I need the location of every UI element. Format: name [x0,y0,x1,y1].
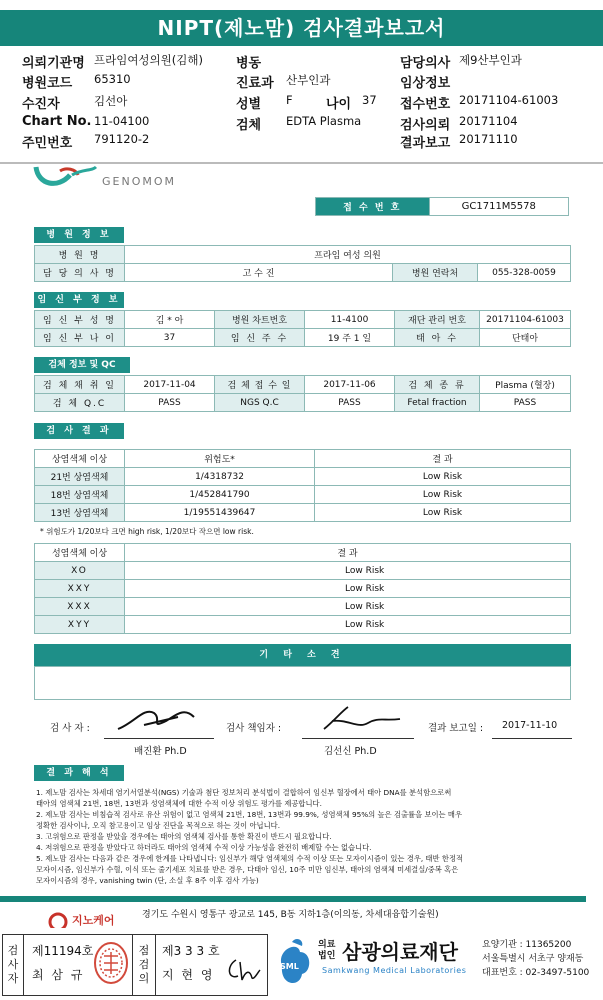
tester-signature [114,703,204,735]
genocare-mark-icon [48,910,68,928]
interpretation-tag: 결 과 해 석 [34,765,124,781]
footer-checker-label: 점검의 [138,944,150,985]
interpretation-line: 모자이시즘의 경우, vanishing twin (단, 소실 후 8주 이후 검사 가능) [36,876,259,885]
specimen-label: 검체 [236,118,262,133]
sex-chrom-result: Low Risk [125,598,571,616]
chrom-name: 13번 상염색체 [35,504,125,522]
hospital-info-table [34,245,571,282]
chrom-name: 21번 상염색체 [35,468,125,486]
hospital-info-tag: 병 원 정 보 [34,227,124,243]
table-row [35,468,571,486]
specimen-receive-label: 검 체 접 수 일 [215,376,305,394]
sex-label: 성별 [236,97,262,112]
chrom-risk: 1/452841790 [125,486,315,504]
org-info-code: 요양기관 : 11365200 [482,940,572,950]
report-date-line [492,738,572,739]
other-findings-box [34,666,571,700]
lab-address: 경기도 수원시 영통구 광교로 145, B동 지하1층(이의동, 차세대융합기술원) [142,910,439,920]
rrn-label: 주민번호 [22,136,73,151]
pregnant-mgmt-label: 재단 관리 번호 [395,311,480,329]
sex-chrom-name: XYY [35,616,125,634]
table-row [35,598,571,616]
specimen-qc-value: PASS [125,394,215,412]
specimen-ngs-label: NGS Q.C [215,394,305,412]
org-name: 삼광의료재단 [342,940,458,964]
dept-label: 진료과 [236,76,274,91]
manager-signature [318,703,408,735]
manager-name: 김선신 Ph.D [324,746,377,757]
chrom-risk: 1/19551439647 [125,504,315,522]
scanned-report [18,165,585,905]
interpretation-line: 태아의 염색체 21번, 18번, 13번과 성염색체에 대한 수적 이상 위험도 평가를 제공합니다. [36,799,322,808]
dept-value: 산부인과 [286,73,331,87]
result-header: 결 과 [315,450,571,468]
doctor-value: 제9산부인과 [459,53,522,67]
other-findings-header: 기 타 소 견 [34,644,571,666]
hospital-name-label: 병 원 명 [35,246,125,264]
sex-value: F [286,93,293,107]
address-bar [0,896,586,902]
interpretation-line: 2. 제노맘 검사는 비침습적 검사로 유산 위험이 없고 염색체 21번, 18번, 13번과 99.9%, 성염색체 95%의 높은 검출률을 보이는 매우 [36,810,463,819]
results-tag: 검 사 결 과 [34,423,124,439]
chart-label: Chart No. [22,114,92,129]
institution-label: 의뢰기관명 [22,56,85,71]
hospital-code-value: 65310 [94,72,131,86]
pregnant-name-label: 임 신 부 성 명 [35,311,125,329]
org-info [482,938,602,980]
patient-value: 김선아 [94,94,128,108]
autosome-header: 상염색체 이상 [35,450,125,468]
genocare-logo [48,906,134,928]
specimen-type-value: Plasma (혈장) [480,376,571,394]
tester-vertical-label [6,944,20,986]
interpretation-line: 1. 제노맘 검사는 차세대 염기서열분석(NGS) 기술과 첨단 정보처리 분석법이 결합하여 임신부 혈장에서 태아 DNA를 분석함으로써 [36,788,452,797]
pregnant-info-tag: 임 신 부 정 보 [34,292,124,308]
chrom-risk: 1/4318732 [125,468,315,486]
pregnant-age-label: 임 신 부 나 이 [35,329,125,347]
sex-chrom-header: 성염색체 이상 [35,544,125,562]
table-row [35,486,571,504]
interpretation-line: 모자이시즘, 임신부가 수혈, 이식 또는 줄기세포 치료를 받은 경우, 다태아 임신, 10주 미만 임신부, 태아의 염색체 미세결실/중복 혹은 [36,865,459,874]
genomom-swirl-icon [32,165,102,191]
org-prefix [318,940,335,962]
footer-tester-label: 검사자 [7,944,19,985]
specimen-ff-value: PASS [480,394,571,412]
pregnant-name-value: 김 * 아 [125,311,215,329]
footer-checker-name: 지 현 영 [162,968,215,982]
pregnant-fetus-label: 태 아 수 [395,329,480,347]
manager-label: 검사 책임자 : [226,723,282,734]
interpretation-line: 3. 고위험으로 판정을 받았을 경우에는 태아의 염색체 검사를 통한 확진이 반드시 필요합니다. [36,832,332,841]
receipt-value: 20171104-61003 [459,93,559,107]
ward-label: 병동 [236,56,262,71]
footer-tester-name: 최 삼 규 [32,968,85,982]
genocare-logo-text: 지노케어 [72,914,115,927]
autosome-results-table [34,449,571,522]
sex-chrom-result: Low Risk [125,562,571,580]
org-prefix-1: 의료 [318,940,336,950]
table-row [35,504,571,522]
receipt-number-value: GC1711M5578 [429,198,568,216]
pregnant-info-table [34,310,571,347]
report-value: 20171110 [459,132,518,146]
table-row [35,580,571,598]
specimen-value: EDTA Plasma [286,114,362,128]
receipt-number-label: 접 수 번 호 [316,198,430,216]
receipt-label: 접수번호 [400,97,451,112]
age-label: 나이 [326,97,352,112]
request-label: 검사의뢰 [400,118,451,133]
specimen-info-table [34,375,571,412]
org-english-name: Samkwang Medical Laboratories [322,966,467,975]
rrn-value: 791120-2 [94,132,150,146]
hospital-code-label: 병원코드 [22,76,73,91]
hospital-name-value: 프라임 여성 의원 [125,246,571,264]
request-value: 20171104 [459,114,518,128]
doctor-label: 담당의사 [400,56,451,71]
interpretation-text [36,787,576,886]
chart-value: 11-04100 [94,114,150,128]
pregnant-mgmt-value: 20171104-61003 [480,311,571,329]
specimen-qc-label: 검 체 Q.C [35,394,125,412]
header-divider [0,162,603,164]
specimen-receive-value: 2017-11-06 [305,376,395,394]
specimen-ngs-value: PASS [305,394,395,412]
report-date-value: 2017-11-10 [502,720,558,731]
sex-result-header: 결 과 [125,544,571,562]
tester-name: 배진환 Ph.D [134,746,187,757]
table-row [35,616,571,634]
manager-signature-line [302,738,414,739]
footer-checker-no: 제3 3 3 호 [162,944,220,958]
genomom-logo [32,165,242,195]
pregnant-age-value: 37 [125,329,215,347]
chrom-name: 18번 상염색체 [35,486,125,504]
table-row [35,562,571,580]
footer-tester-no: 제11194호 [32,944,94,958]
institution-value: 프라임여성의원(김해) [94,53,203,67]
pregnant-chart-value: 11-4100 [305,311,395,329]
pregnant-chart-label: 병원 차트번호 [215,311,305,329]
risk-header: 위험도* [125,450,315,468]
sex-chrom-table [34,543,571,634]
interpretation-line: 5. 제노맘 검사는 다음과 같은 경우에 한계를 나타냅니다: 임신부가 해당 염색체의 수적 이상 또는 모자이시즘이 있는 경우, 태반 한정적 [36,854,464,863]
interpretation-line: 정확한 검사이나, 오직 참고용이고 임상 진단을 목적으로 하는 것이 아닙니다. [36,821,281,830]
pregnant-fetus-value: 단태아 [480,329,571,347]
pregnant-weeks-value: 19 주 1 일 [305,329,395,347]
sex-chrom-name: XXX [35,598,125,616]
tester-seal-icon [92,940,130,986]
tester-label: 검 사 자 : [50,723,90,734]
footer [0,932,603,1000]
sex-chrom-result: Low Risk [125,616,571,634]
tester-signature-line [104,738,214,739]
genomom-logo-text: GENOMOM [102,175,177,188]
checker-vertical-label [137,944,151,986]
pregnant-weeks-label: 임 신 주 수 [215,329,305,347]
chrom-result: Low Risk [315,504,571,522]
report-date-label: 결과 보고일 : [428,723,484,734]
hospital-doctor-value: 고 수 진 [125,264,393,282]
specimen-info-tag: 검체 정보 및 QC [34,357,130,373]
chrom-result: Low Risk [315,486,571,504]
specimen-collect-value: 2017-11-04 [125,376,215,394]
patient-label: 수진자 [22,97,60,112]
hospital-phone-label: 병원 연락처 [393,264,478,282]
org-prefix-2: 법인 [318,951,336,961]
hospital-doctor-label: 담 당 의 사 명 [35,264,125,282]
sex-chrom-name: XXY [35,580,125,598]
age-value: 37 [362,93,377,107]
interpretation-line: 4. 저위험으로 판정을 받았다고 하더라도 태아의 염색체 수적 이상 가능성을 완전히 배제할 수는 없습니다. [36,843,372,852]
sex-chrom-name: XO [35,562,125,580]
receipt-number-box [315,197,569,216]
specimen-ff-label: Fetal fraction [395,394,480,412]
clinical-label: 임상정보 [400,76,451,91]
sex-chrom-result: Low Risk [125,580,571,598]
sml-logo-text: SML [280,962,299,971]
report-title: NIPT(제노맘) 검사결과보고서 [0,10,603,46]
checker-signature [222,952,262,986]
org-info-address: 서울특별시 서초구 양재동 [482,954,584,964]
chrom-result: Low Risk [315,468,571,486]
org-info-phone: 대표번호 : 02-3497-5100 [482,968,590,978]
hospital-phone-value: 055-328-0059 [478,264,571,282]
risk-note: * 위험도가 1/20보다 크면 high risk, 1/20보다 작으면 low risk. [40,527,254,536]
report-label: 결과보고 [400,136,451,151]
specimen-type-label: 검 체 종 류 [395,376,480,394]
specimen-collect-label: 검 체 채 취 일 [35,376,125,394]
